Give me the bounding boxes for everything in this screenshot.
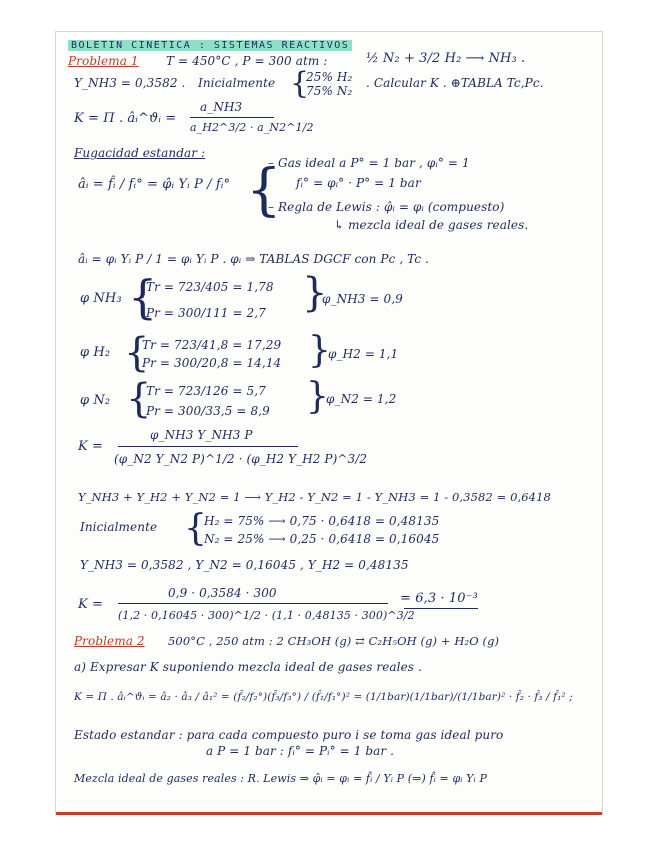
k-final-numerator: 0,9 · 0,3584 · 300	[168, 586, 277, 600]
k-denominator: a_H2^3/2 · a_N2^1/2	[190, 121, 314, 134]
lewis-rule-2: ↳ mezcla ideal de gases reales.	[334, 218, 529, 232]
problem-1-title: Problema 1	[68, 54, 139, 68]
mix-h2: 25% H₂	[306, 70, 353, 84]
mole-fraction-sum: Y_NH3 + Y_H2 + Y_N2 = 1 ⟶ Y_H2 - Y_N2 = 1 - Y_NH3 = 1 - 0,3582 = 0,6418	[78, 490, 551, 504]
gas-ideal-1: – Gas ideal a P° = 1 bar , φᵢ° = 1	[268, 156, 470, 170]
underline	[404, 608, 478, 609]
brace: {	[246, 158, 282, 223]
p2-k-expression: K = Π . âᵢ^ϑᵢ = â₂ · â₃ / â₁² = (f̂₂/f₂°)(f̂₃/f₃°) / (f̂₁/f₁°)² = (1/1bar)(1/1bar)/(1/1bar)² · f̂₂ · f̂₃ / f̂₁² ;	[74, 691, 573, 703]
brace: }	[308, 330, 331, 371]
lewis-rule-1: – Regla de Lewis : φ̂ᵢ = φᵢ (compuesto)	[268, 200, 505, 214]
std-state-1: Estado estandar : para cada compuesto puro i se toma gas ideal puro	[74, 728, 504, 742]
k-definition: K = Π . âᵢ^ϑᵢ =	[74, 111, 177, 126]
ai-definition: âᵢ = f̂ᵢ / fᵢ° = φ̂ᵢ Yᵢ P / fᵢ°	[78, 177, 231, 192]
inicial-label: Inicialmente	[198, 76, 276, 90]
mole-fractions: Y_NH3 = 0,3582 , Y_N2 = 0,16045 , Y_H2 = 0,48135	[80, 558, 409, 572]
inicial-label-2: Inicialmente	[80, 520, 158, 534]
k-expr-denominator: (φ_N2 Y_N2 P)^1/2 · (φ_H2 Y_H2 P)^3/2	[114, 452, 368, 466]
y-nh3: Y_NH3 = 0,3582 .	[74, 76, 186, 90]
k-expr-numerator: φ_NH3 Y_NH3 P	[150, 428, 253, 442]
problem-2-title: Problema 2	[74, 634, 145, 648]
brace: }	[302, 270, 328, 316]
fraction-bar	[190, 117, 274, 118]
nh3-label: φ NH₃	[80, 291, 122, 306]
k-final-value: = 6,3 · 10⁻³	[400, 591, 478, 606]
phi-n2: φ_N2 = 1,2	[326, 392, 397, 406]
initial-n2: N₂ = 25% ⟶ 0,25 · 0,6418 = 0,16045	[204, 532, 440, 546]
n2-label: φ N₂	[80, 393, 111, 408]
k-symbol: K =	[78, 439, 104, 454]
p2-conditions: 500°C , 250 atm : 2 CH₃OH (g) ⇄ C₂H₅OH (g) + H₂O (g)	[168, 634, 500, 648]
k-numerator: a_NH3	[200, 100, 243, 114]
brace: {	[290, 66, 310, 101]
ideal-mixture: Mezcla ideal de gases reales : R. Lewis ⇒ φ̂ᵢ = φᵢ = f̂ᵢ / Yᵢ P (⇒) f̂ᵢ = φᵢ Yᵢ P	[74, 772, 487, 785]
ai-expression: âᵢ = φᵢ Yᵢ P / 1 = φᵢ Yᵢ P . φᵢ ⇒ TABLAS DGCF con Pc , Tc .	[78, 252, 429, 266]
nh3-tr: Tr = 723/405 = 1,78	[146, 280, 274, 294]
fraction-bar	[118, 446, 298, 447]
brace: {	[124, 330, 150, 376]
mix-n2: 75% N₂	[306, 84, 353, 98]
nh3-pr: Pr = 300/111 = 2,7	[146, 306, 266, 320]
n2-pr: Pr = 300/33,5 = 8,9	[146, 404, 270, 418]
calc-instruction: . Calcular K . ⊕TABLA Tc,Pc.	[366, 76, 544, 90]
gas-ideal-2: fᵢ° = φᵢ° · P° = 1 bar	[296, 176, 421, 190]
p2-part-a: a) Expresar K suponiendo mezcla ideal de gases reales .	[74, 660, 422, 674]
k-symbol-final: K =	[78, 597, 104, 612]
brace: {	[126, 376, 152, 422]
std-state-2: a P = 1 bar : fᵢ° = Pᵢ° = 1 bar .	[206, 744, 395, 758]
h2-tr: Tr = 723/41,8 = 17,29	[142, 338, 282, 352]
h2-label: φ H₂	[80, 345, 111, 360]
page-header: BOLETIN CINETICA : SISTEMAS REACTIVOS	[68, 37, 352, 53]
initial-h2: H₂ = 75% ⟶ 0,75 · 0,6418 = 0,48135	[204, 514, 440, 528]
brace: }	[306, 376, 329, 417]
page-bottom-rule	[56, 812, 602, 815]
brace: {	[128, 270, 158, 324]
std-title: Fugacidad estandar :	[74, 146, 206, 160]
n2-tr: Tr = 723/126 = 5,7	[146, 384, 266, 398]
p1-reaction: ½ N₂ + 3/2 H₂ ⟶ NH₃ .	[366, 51, 526, 66]
k-final-denominator: (1,2 · 0,16045 · 300)^1/2 · (1,1 · 0,48135 · 300)^3/2	[118, 609, 415, 622]
phi-h2: φ_H2 = 1,1	[328, 347, 399, 361]
p1-conditions: T = 450°C , P = 300 atm :	[166, 54, 328, 68]
fraction-bar	[118, 603, 388, 604]
phi-nh3: φ_NH3 = 0,9	[322, 292, 403, 306]
brace: {	[184, 508, 207, 549]
h2-pr: Pr = 300/20,8 = 14,14	[142, 356, 282, 370]
